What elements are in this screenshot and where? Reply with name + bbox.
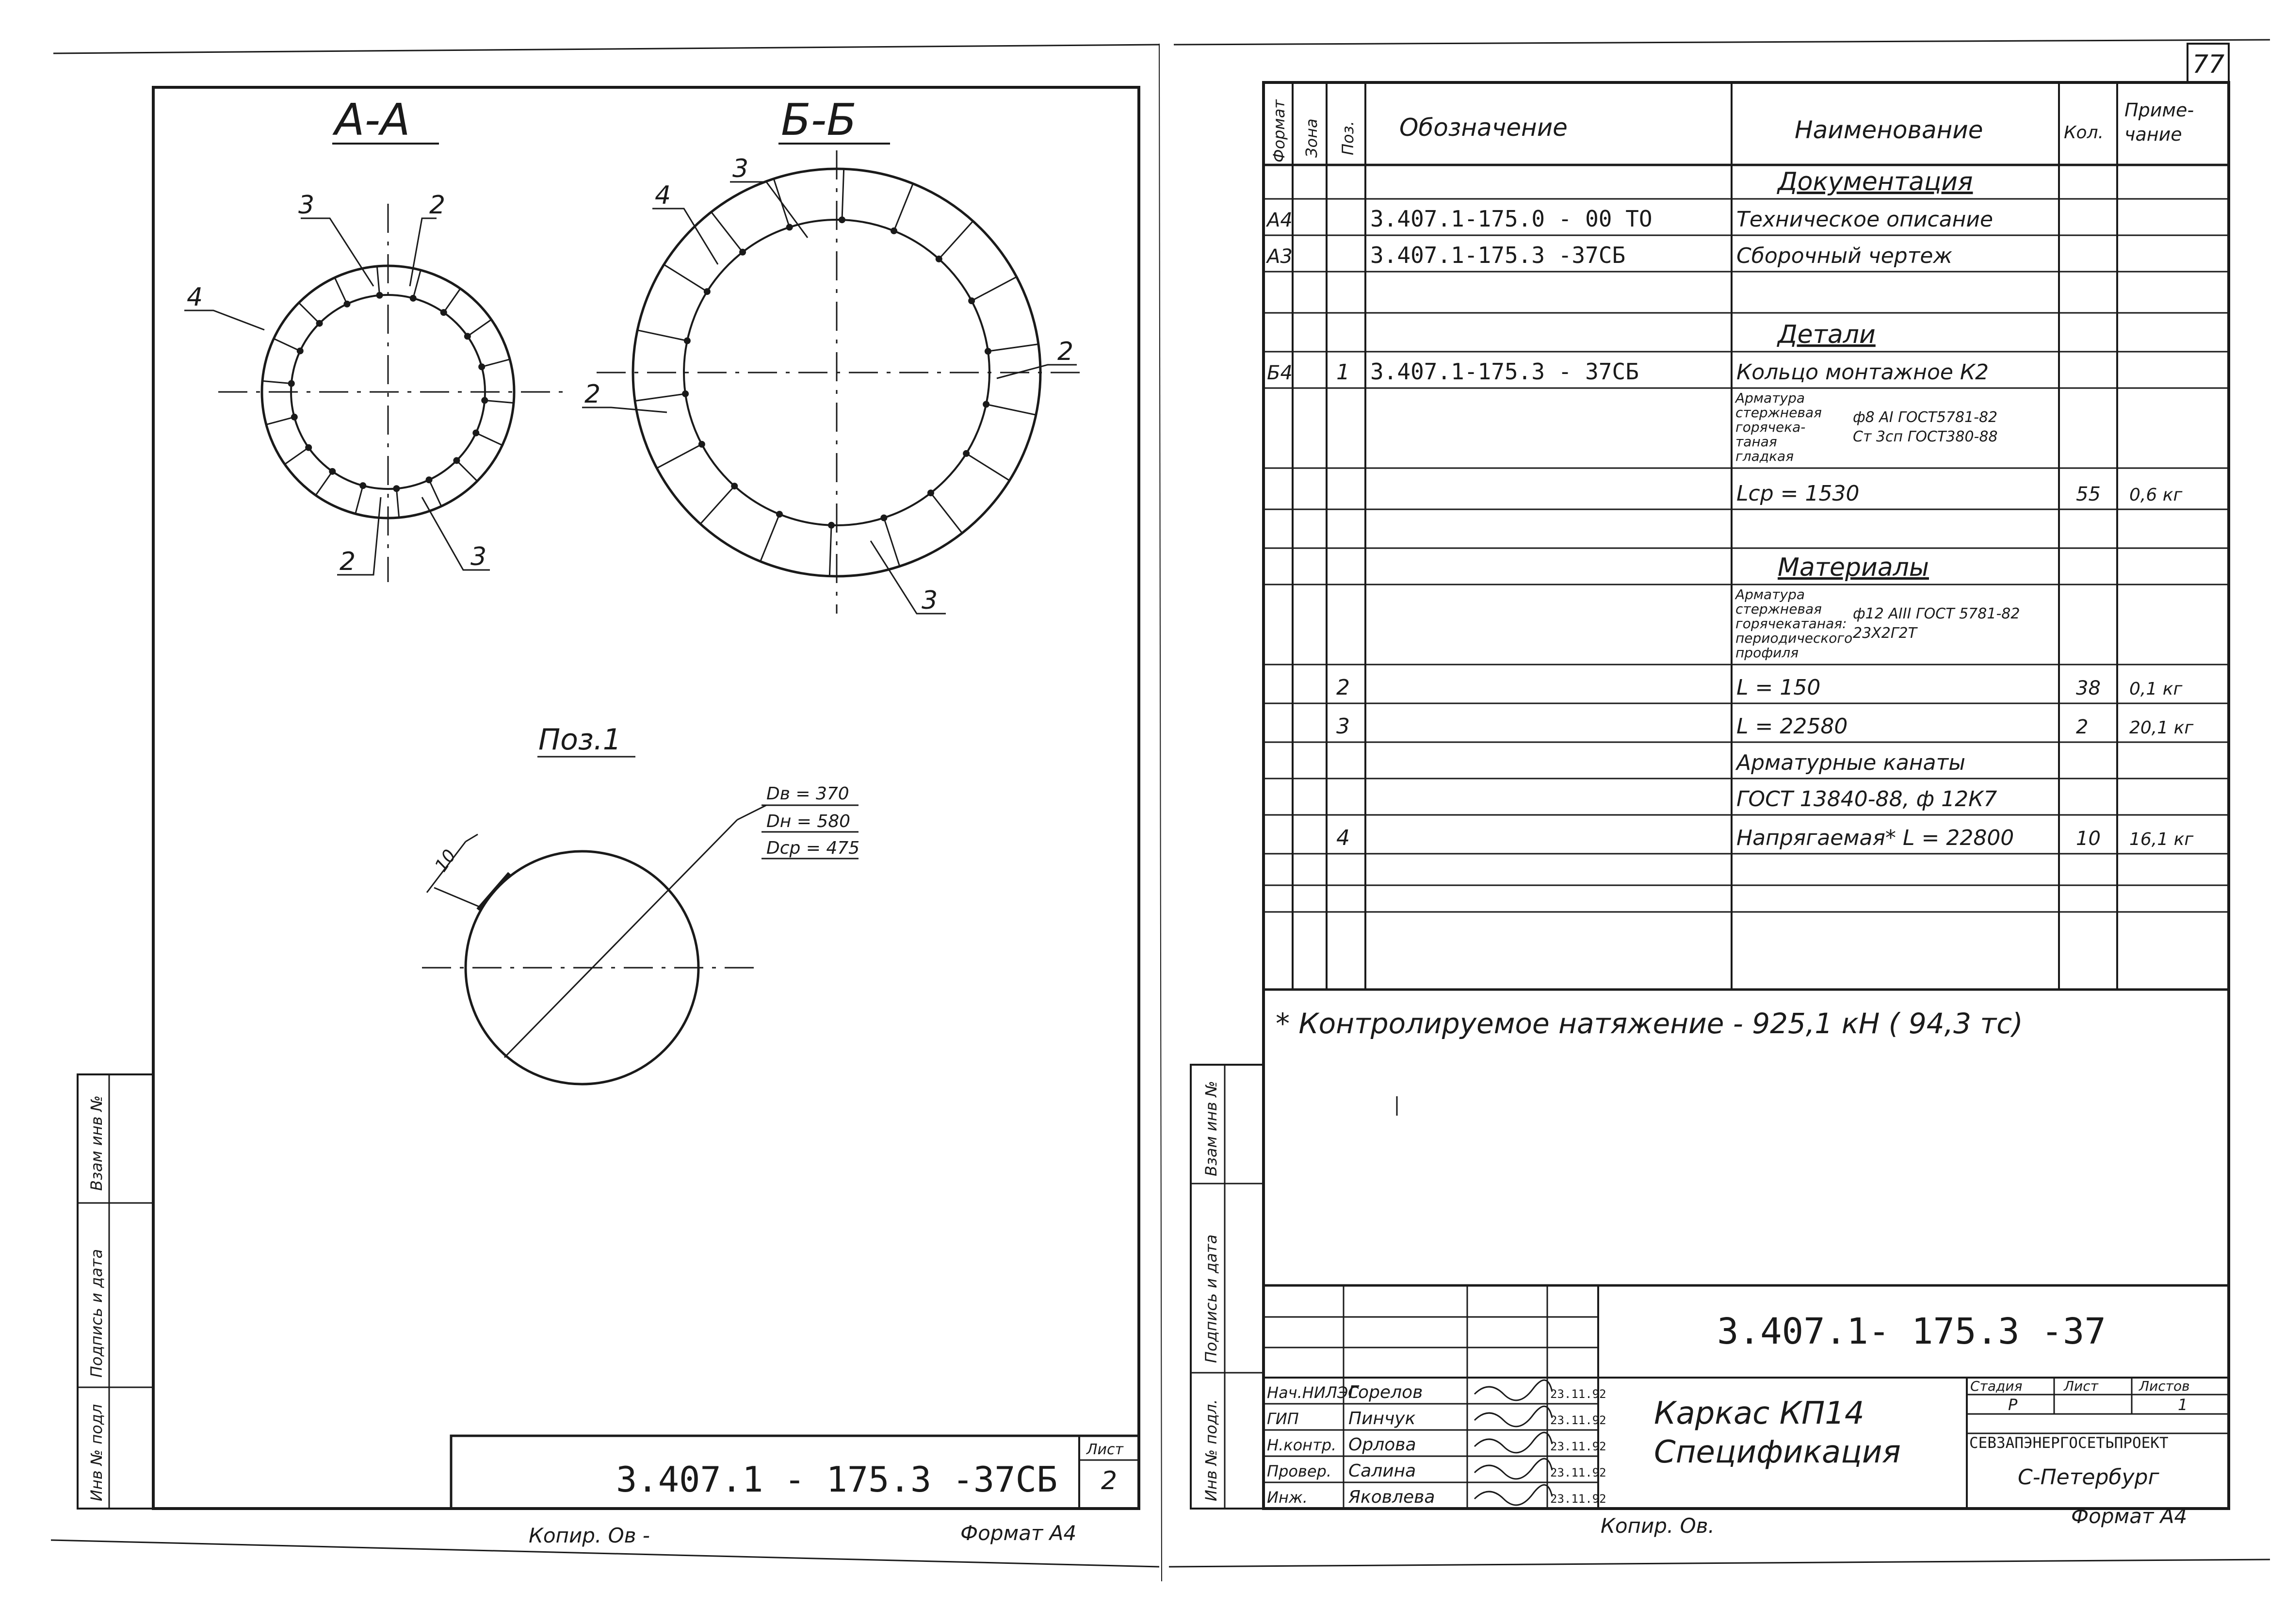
spec-row [1336, 714, 2194, 739]
row-qty: 38 [2076, 677, 2101, 699]
ring-bar-dot [704, 288, 711, 295]
header-designation: Обозначение [1399, 114, 1568, 142]
margin-label-inventory: Инв № подл [87, 1404, 106, 1501]
pos-1-dim-10: 10 [431, 846, 460, 876]
ring-spacer [842, 169, 844, 220]
ring-spacer [468, 320, 491, 336]
section-aa-view [184, 95, 563, 582]
signer-row [1267, 1406, 1606, 1429]
spec-row [1265, 206, 1993, 232]
ring-bar-dot [359, 482, 366, 489]
right-margin-label-replace: Взам инв № [1202, 1081, 1220, 1176]
stage-value: Р [2008, 1396, 2018, 1414]
left-stamp-code: 3.407.1 - 175.3 -37СБ [616, 1459, 1058, 1500]
signature-scribble [1475, 1459, 1552, 1479]
sheets-label: Листов [2139, 1378, 2190, 1394]
ring-bar-dot [393, 485, 400, 492]
ring-bar-dot [329, 468, 336, 475]
row-note: 0,1 кг [2129, 679, 2183, 699]
ring-spacer [274, 339, 300, 351]
ring-spacer [285, 448, 308, 464]
ring-bar-dot [288, 380, 295, 387]
signer-role: Инж. [1267, 1488, 1308, 1507]
header-note-line2: чание [2124, 124, 2182, 145]
title-block-code: 3.407.1- 175.3 -37 [1717, 1311, 2106, 1352]
ring-spacer [299, 303, 319, 323]
ring-spacer [482, 359, 510, 367]
ring-spacer [711, 212, 743, 252]
left-bottom-stamp [451, 1436, 1139, 1509]
aa-callout-4: 4 [187, 283, 203, 312]
ring-spacer [931, 493, 962, 533]
ring-bar-dot [983, 401, 989, 407]
bb-callout-4: 4 [655, 181, 671, 210]
ring-spacer [429, 480, 441, 506]
ring-bar-dot [891, 227, 897, 234]
material-desc-line: горячекатаная: [1735, 616, 1847, 632]
section-bb-title: Б-Б [781, 95, 857, 146]
signature-scribble [1475, 1485, 1552, 1505]
spec-row [1336, 826, 2194, 850]
title-line-2: Спецификация [1654, 1434, 1901, 1470]
right-sheet [1169, 40, 2270, 1567]
signer-date: 23.11.92 [1550, 1387, 1606, 1401]
bb-callout-3-bottom: 3 [922, 586, 938, 615]
spec-row [1736, 787, 1997, 812]
signer-role: Провер. [1267, 1462, 1331, 1480]
bb-callout-2-right: 2 [1057, 337, 1074, 366]
ring-spacer [657, 444, 702, 468]
signer-name: Салина [1348, 1461, 1416, 1481]
ring-spacer [316, 471, 332, 495]
right-margin-label-signature: Подпись и дата [1202, 1234, 1220, 1363]
ring-bar-dot [968, 297, 975, 304]
signer-date: 23.11.92 [1550, 1413, 1606, 1427]
material-desc-line: периодического [1735, 630, 1853, 646]
material-grade: ф12 АIII ГОСТ 5781-82 [1853, 605, 2020, 622]
dim-inner: Dв = 370 [766, 784, 849, 804]
ring-bar-dot [698, 441, 705, 448]
header-format: Формат [1270, 99, 1288, 162]
spec-row [1734, 390, 1998, 464]
ring-spacer [266, 417, 294, 425]
margin-label-signature: Подпись и дата [87, 1249, 106, 1378]
row-note: 16,1 кг [2129, 829, 2194, 849]
ring-bar-dot [376, 292, 383, 299]
signer-row [1267, 1459, 1606, 1481]
ring-bar-dot [478, 363, 485, 370]
ring-spacer [356, 486, 363, 514]
material-grade: Ст 3сп ГОСТ380-88 [1853, 428, 1998, 445]
row-name: Lср = 1530 [1736, 481, 1860, 506]
spec-row [1265, 242, 1952, 268]
signer-date: 23.11.92 [1550, 1440, 1606, 1453]
signer-row [1267, 1485, 1606, 1507]
header-position: Поз. [1339, 121, 1357, 155]
ring-bar-dot [453, 457, 460, 464]
signer-rows [1267, 1380, 1606, 1507]
header-qty: Кол. [2064, 123, 2104, 143]
row-designation: 3.407.1-175.0 - 00 ТО [1370, 206, 1653, 232]
header-name: Наименование [1795, 116, 1983, 144]
ring-bar-dot [343, 301, 350, 308]
spec-row [1267, 358, 1989, 385]
signature-scribble [1475, 1406, 1552, 1427]
spec-row [1734, 586, 2020, 661]
row-position: 2 [1336, 675, 1350, 700]
signature-scribble [1475, 1432, 1552, 1453]
ring-bar-dot [828, 522, 835, 529]
ring-bar-dot [481, 397, 488, 404]
material-grade: ф8 АI ГОСТ5781-82 [1853, 409, 1998, 426]
ring-bar-dot [776, 511, 783, 518]
row-note: 0,6 кг [2129, 485, 2183, 505]
ring-bar-dot [440, 309, 447, 316]
ring-bar-dot [305, 444, 312, 451]
signer-role: Нач.НИЛЭС [1267, 1383, 1359, 1402]
row-name: L = 22580 [1736, 714, 1848, 739]
material-desc-line: Арматура [1735, 390, 1805, 406]
ring-spacer [377, 266, 379, 295]
position-1-detail [422, 723, 859, 1084]
signer-name: Пинчук [1348, 1409, 1416, 1429]
ring-bar-dot [472, 430, 479, 437]
left-stamp-sheet-value: 2 [1101, 1466, 1118, 1495]
dim-outer: Dн = 580 [766, 812, 851, 831]
signer-name: Яковлева [1348, 1487, 1435, 1507]
signer-row [1267, 1432, 1606, 1455]
signer-row [1267, 1380, 1606, 1402]
right-margin-stamp [1191, 1065, 1264, 1509]
sheets-value: 1 [2178, 1396, 2188, 1414]
aa-callout-3-bottom: 3 [470, 542, 487, 571]
right-copy-note: Копир. Ов. [1601, 1514, 1715, 1538]
ring-spacer [664, 264, 707, 292]
section-heading: Материалы [1778, 553, 1929, 582]
ring-spacer [700, 486, 734, 524]
dim-average: Dср = 475 [766, 838, 860, 858]
specification-table [1264, 82, 2229, 990]
spec-row [1736, 481, 2183, 506]
left-stamp-sheet-label: Лист [1086, 1441, 1124, 1458]
row-designation: 3.407.1-175.3 -37СБ [1370, 242, 1626, 268]
ring-spacer [396, 488, 399, 518]
pos-1-title: Поз.1 [538, 723, 621, 757]
ring-bar-dot [297, 347, 304, 354]
title-block [1264, 1285, 2229, 1509]
spec-row [1778, 553, 1929, 582]
signer-role: Н.контр. [1267, 1436, 1337, 1454]
ring-bar-dot [731, 483, 738, 489]
spec-row [1336, 675, 2183, 700]
ring-bar-dot [410, 295, 417, 302]
ring-spacer [456, 460, 477, 481]
row-format: А3 [1267, 245, 1293, 268]
row-position: 3 [1336, 714, 1350, 739]
material-desc-line: профиля [1735, 645, 1799, 661]
city-name: С-Петербург [2018, 1465, 2159, 1490]
aa-callout-2-top: 2 [429, 191, 446, 220]
material-desc-line: стержневая [1735, 601, 1822, 617]
aa-callout-3-top: 3 [298, 191, 315, 220]
ring-bar-dot [464, 333, 471, 340]
section-aa-title: А-А [335, 95, 410, 146]
stage-label: Стадия [1970, 1378, 2023, 1394]
title-line-1: Каркас КП14 [1654, 1396, 1864, 1431]
ring-bar-dot [316, 320, 323, 327]
section-heading: Документация [1778, 167, 1973, 196]
ring-bar-dot [786, 224, 793, 230]
spec-row [1777, 320, 1876, 349]
row-designation: 3.407.1-175.3 - 37СБ [1370, 358, 1639, 385]
row-format: А4 [1267, 209, 1293, 231]
ring-spacer [761, 514, 779, 561]
ring-spacer [413, 270, 421, 298]
material-desc-line: стержневая [1735, 405, 1822, 421]
margin-label-replace: Взам инв № [87, 1095, 106, 1191]
ring-spacer [972, 277, 1017, 301]
spec-row [1735, 750, 1965, 775]
ring-spacer [476, 433, 502, 445]
signer-role: ГИП [1267, 1410, 1299, 1428]
row-qty: 55 [2076, 483, 2101, 505]
left-margin-stamp [78, 1074, 153, 1509]
row-qty: 2 [2076, 716, 2089, 738]
tension-footnote: * Контролируемое натяжение - 925,1 кН ( 94,3 тс) [1276, 1007, 2023, 1040]
row-name: Сборочный чертеж [1736, 244, 1953, 268]
ring-spacer [829, 525, 831, 576]
ring-bar-dot [426, 476, 433, 483]
signature-scribble [1475, 1380, 1552, 1400]
left-sheet [51, 44, 1162, 1581]
ring-bar-dot [880, 515, 887, 521]
ring-bar-dot [739, 249, 746, 256]
material-desc-line: таная [1735, 434, 1777, 450]
ring-bar-dot [291, 414, 298, 421]
ring-bar-dot [963, 450, 970, 457]
ring-bar-dot [839, 216, 845, 223]
row-name: ГОСТ 13840-88, ф 12К7 [1736, 787, 1997, 812]
bb-callout-3-top: 3 [732, 154, 749, 183]
row-name: Напрягаемая* L = 22800 [1736, 826, 2014, 850]
signer-name: Орлова [1348, 1435, 1416, 1455]
row-format: Б4 [1267, 362, 1293, 384]
sheet-number: 77 [2192, 50, 2225, 79]
ring-bar-dot [927, 489, 934, 496]
ring-spacer [939, 221, 973, 259]
ring-bar-dot [985, 348, 991, 355]
ring-spacer [637, 330, 687, 341]
aa-callout-2-bottom: 2 [340, 547, 356, 576]
row-name: Арматурные канаты [1736, 750, 1965, 775]
material-desc-line: гладкая [1735, 448, 1794, 464]
ring-spacer [894, 184, 913, 231]
signer-date: 23.11.92 [1550, 1466, 1606, 1479]
left-copy-note: Копир. Ов - [529, 1524, 650, 1547]
material-desc-line: Арматура [1735, 586, 1805, 602]
ring-bar-dot [936, 256, 942, 262]
ring-spacer [966, 454, 1009, 481]
bb-callout-2-left: 2 [584, 380, 601, 409]
row-name: L = 150 [1736, 675, 1821, 700]
material-grade: 23Х2Г2Т [1853, 625, 1917, 642]
sheet-label: Лист [2064, 1378, 2098, 1394]
signer-date: 23.11.92 [1550, 1492, 1606, 1506]
ring-spacer [444, 289, 460, 312]
row-qty: 10 [2076, 828, 2101, 850]
section-heading: Детали [1778, 320, 1876, 349]
header-note-line1: Приме- [2124, 99, 2194, 121]
row-name: Кольцо монтажное К2 [1736, 360, 1989, 385]
ring-spacer [884, 518, 899, 567]
row-note: 20,1 кг [2129, 718, 2194, 738]
material-desc-line: горячека- [1735, 419, 1806, 435]
organization-name: СЕВЗАПЭНЕРГОСЕТЬПРОЕКТ [1969, 1434, 2169, 1452]
left-format-note: Формат А4 [960, 1521, 1077, 1545]
ring-spacer [485, 400, 514, 403]
row-position: 4 [1336, 826, 1350, 850]
ring-bar-dot [684, 338, 691, 344]
ring-spacer [988, 344, 1038, 352]
spec-row [1777, 167, 1973, 196]
header-zone: Зона [1302, 118, 1321, 158]
ring-spacer [262, 381, 292, 383]
right-format-note: Формат А4 [2071, 1504, 2188, 1528]
ring-spacer [986, 404, 1036, 415]
row-position: 1 [1336, 360, 1350, 385]
ring-spacer [335, 277, 347, 304]
signer-name: Горелов [1348, 1382, 1423, 1402]
row-name: Техническое описание [1736, 207, 1993, 232]
ring-spacer [635, 394, 685, 401]
section-bb-view [582, 95, 1082, 615]
ring-bar-dot [682, 390, 689, 397]
right-margin-label-inventory: Инв № подл. [1202, 1399, 1220, 1501]
